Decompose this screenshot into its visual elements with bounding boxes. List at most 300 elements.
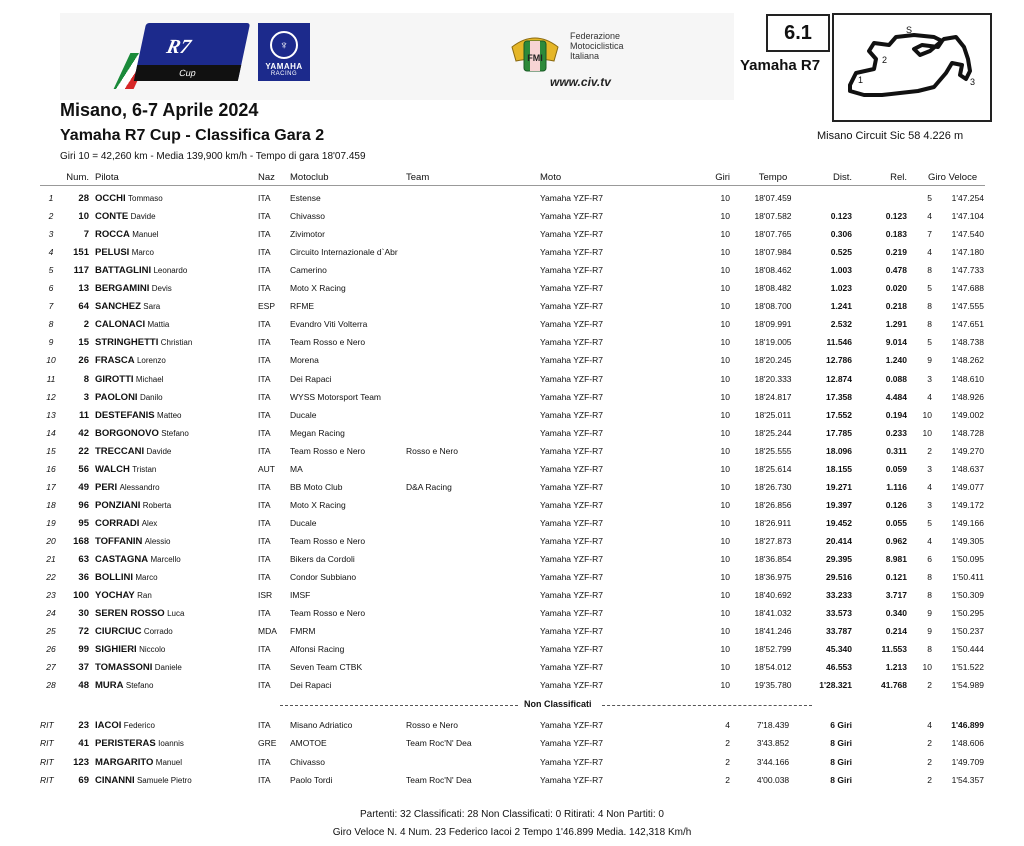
row-number: 23 <box>78 720 89 731</box>
row-rel-gap: 0.214 <box>885 626 907 637</box>
rider-last-name: YOCHAY <box>95 590 135 602</box>
row-gap: 17.785 <box>826 427 852 438</box>
row-time: 18'19.005 <box>754 337 792 348</box>
row-time: 18'40.692 <box>754 590 792 601</box>
row-position: 17 <box>46 481 56 492</box>
row-best-lap-time: 1'49.077 <box>951 481 984 492</box>
rider-last-name: TRECCANI <box>95 445 145 457</box>
row-time: 18'08.700 <box>754 301 792 312</box>
row-number: 48 <box>78 680 89 692</box>
row-rel-gap: 3.717 <box>885 590 907 601</box>
row-best-lap-time: 1'47.104 <box>951 211 984 222</box>
row-best-lap-time: 1'50.411 <box>952 572 984 583</box>
row-gap: 8 Giri <box>830 774 852 785</box>
place-date: Misano, 6-7 Aprile 2024 <box>60 100 259 120</box>
row-rel-gap: 0.340 <box>885 608 907 619</box>
row-rider-name <box>95 720 155 731</box>
row-moto: Yamaha YZF-R7 <box>540 738 603 749</box>
row-laps: 10 <box>720 445 730 456</box>
row-nation: ITA <box>258 391 271 402</box>
row-motoclub: Team Rosso e Nero <box>290 337 366 348</box>
rider-last-name: BERGAMINI <box>95 283 150 295</box>
row-best-lap-time: 1'48.926 <box>951 391 984 402</box>
row-motoclub: Moto X Racing <box>290 283 346 294</box>
row-motoclub: Seven Team CTBK <box>290 662 363 673</box>
row-gap: 33.787 <box>826 626 852 637</box>
row-time: 18'54.012 <box>754 662 792 673</box>
rider-first-name: Luca <box>167 609 185 619</box>
row-rel-gap: 1.116 <box>886 481 907 492</box>
row-moto: Yamaha YZF-R7 <box>540 644 603 655</box>
row-nation: AUT <box>258 463 275 474</box>
fmi-name-line1: Federazione <box>570 31 621 41</box>
row-position: 1 <box>48 193 54 203</box>
row-rider-name <box>95 410 182 421</box>
row-number: 56 <box>78 463 89 475</box>
row-gap: 0.123 <box>830 211 852 222</box>
row-laps: 10 <box>720 409 730 420</box>
rider-last-name: CASTAGNA <box>95 554 149 565</box>
row-rel-gap: 41.768 <box>881 680 907 691</box>
row-time: 18'08.482 <box>754 283 792 294</box>
row-moto: Yamaha YZF-R7 <box>540 720 603 730</box>
row-position: 13 <box>46 409 56 420</box>
row-position: 15 <box>46 445 56 456</box>
row-position: 14 <box>46 427 56 438</box>
track-map-drawing <box>834 15 990 120</box>
row-gap: 19.271 <box>826 481 852 492</box>
row-laps: 10 <box>720 229 730 240</box>
row-motoclub: Morena <box>290 355 319 366</box>
row-position: RIT <box>40 738 54 749</box>
row-gap: 8 Giri <box>830 738 852 749</box>
non-classified-label: Non Classificati <box>524 699 592 709</box>
rider-last-name: CIURCIUC <box>95 626 142 638</box>
row-position: 25 <box>46 626 56 637</box>
row-motoclub: Misano Adriatico <box>290 720 353 730</box>
row-moto: Yamaha YZF-R7 <box>540 211 603 222</box>
row-rel-gap: 11.553 <box>881 644 907 655</box>
row-number: 10 <box>78 211 89 223</box>
row-number: 42 <box>78 427 89 439</box>
rider-last-name: PAOLONI <box>95 391 138 403</box>
row-best-lap-number: 5 <box>927 283 932 294</box>
row-time: 18'52.799 <box>754 644 792 655</box>
row-nation: ITA <box>258 644 271 655</box>
row-moto: Yamaha YZF-R7 <box>540 572 603 583</box>
row-motoclub: Dei Rapaci <box>290 373 332 384</box>
row-time: 18'41.246 <box>754 626 792 637</box>
row-team: Rosso e Nero <box>406 720 458 730</box>
row-rider-name <box>95 536 171 547</box>
rider-first-name: Samuele Pietro <box>136 775 192 785</box>
row-best-lap-number: 5 <box>927 337 932 348</box>
row-best-lap-time: 1'46.899 <box>951 720 984 730</box>
row-time: 19'35.780 <box>754 680 792 691</box>
row-position: 21 <box>46 554 56 564</box>
yamaha-racing-logo <box>258 23 310 81</box>
row-laps: 4 <box>725 720 730 730</box>
row-moto: Yamaha YZF-R7 <box>540 774 603 785</box>
row-time: 18'25.011 <box>754 409 792 420</box>
row-time: 18'24.817 <box>754 391 792 402</box>
row-number: 99 <box>78 644 89 656</box>
row-nation: MDA <box>258 626 277 637</box>
row-laps: 10 <box>720 554 730 564</box>
row-position: 11 <box>46 373 56 384</box>
rider-first-name: Marco <box>131 248 154 258</box>
rider-first-name: Christian <box>160 338 193 348</box>
row-gap: 6 Giri <box>830 720 852 730</box>
row-number: 3 <box>83 391 89 403</box>
row-best-lap-number: 2 <box>927 774 932 785</box>
col-header-giro-veloce: Giro Veloce <box>928 172 978 183</box>
row-position: 22 <box>46 572 56 583</box>
row-team: Team Roc'N' Dea <box>406 774 472 785</box>
rider-first-name: Mattia <box>147 320 170 330</box>
row-best-lap-number: 2 <box>927 738 932 749</box>
row-gap: 45.340 <box>826 644 852 655</box>
row-moto: Yamaha YZF-R7 <box>540 680 603 691</box>
row-nation: ITA <box>258 517 271 528</box>
row-moto: Yamaha YZF-R7 <box>540 463 603 474</box>
row-laps: 10 <box>720 644 730 655</box>
fmi-name <box>570 31 624 61</box>
row-rider-name <box>95 608 184 619</box>
row-laps: 10 <box>720 193 730 203</box>
rider-last-name: CALONACI <box>95 319 146 331</box>
row-best-lap-time: 1'51.522 <box>951 662 984 673</box>
row-rider-name <box>95 428 189 439</box>
row-best-lap-number: 6 <box>927 554 932 564</box>
row-gap: 1.003 <box>830 265 852 276</box>
corner-label-3: 3 <box>970 77 976 87</box>
row-time: 18'26.911 <box>754 517 792 528</box>
row-motoclub: BB Moto Club <box>290 481 343 492</box>
rider-last-name: STRINGHETTI <box>95 337 159 349</box>
rider-last-name: CINANNI <box>95 774 135 786</box>
rider-last-name: GIROTTI <box>95 373 134 385</box>
row-motoclub: Team Rosso e Nero <box>290 608 366 619</box>
row-motoclub: RFME <box>290 301 315 312</box>
row-rel-gap: 0.478 <box>885 265 907 276</box>
row-best-lap-time: 1'47.254 <box>951 193 984 203</box>
rider-first-name: Leonardo <box>153 266 188 276</box>
rider-first-name: Niccolo <box>139 645 166 655</box>
row-position: RIT <box>40 774 54 785</box>
row-best-lap-number: 3 <box>927 463 932 474</box>
row-best-lap-time: 1'49.002 <box>951 409 984 420</box>
corner-label-s: S <box>906 25 913 35</box>
row-gap: 18.096 <box>826 445 852 456</box>
row-position: 7 <box>48 301 54 312</box>
row-time: 18'41.032 <box>754 608 792 619</box>
row-laps: 2 <box>725 756 730 767</box>
row-best-lap-time: 1'48.610 <box>951 373 984 384</box>
row-gap: 17.552 <box>826 409 852 420</box>
row-motoclub: Circuito Internazionale d`Abr <box>290 247 398 258</box>
row-rider-name <box>95 500 171 511</box>
row-best-lap-number: 3 <box>927 373 932 384</box>
row-rider-name <box>95 572 158 583</box>
row-gap: 8 Giri <box>830 756 852 767</box>
row-nation: ITA <box>258 445 271 456</box>
row-rider-name <box>95 265 187 276</box>
row-laps: 10 <box>720 517 730 528</box>
row-time: 18'07.459 <box>754 193 792 203</box>
row-time: 18'26.856 <box>754 499 792 510</box>
row-rel-gap: 0.183 <box>885 229 907 240</box>
row-position: 2 <box>48 211 54 222</box>
fmi-emblem-icon <box>508 27 562 79</box>
row-position: 23 <box>46 590 56 601</box>
rider-first-name: Manuel <box>132 230 159 240</box>
row-best-lap-number: 10 <box>922 662 932 673</box>
row-moto: Yamaha YZF-R7 <box>540 756 603 767</box>
row-rider-name <box>95 247 154 258</box>
row-nation: ITA <box>258 211 271 222</box>
col-header-num: Num. <box>66 172 89 183</box>
row-best-lap-time: 1'50.095 <box>951 554 984 564</box>
row-best-lap-time: 1'47.180 <box>951 247 984 258</box>
row-moto: Yamaha YZF-R7 <box>540 499 603 510</box>
rider-last-name: PELUSI <box>95 247 130 259</box>
row-rider-name <box>95 301 160 312</box>
row-nation: ITA <box>258 756 271 767</box>
row-best-lap-number: 8 <box>927 319 932 330</box>
row-position: 18 <box>46 499 56 510</box>
row-best-lap-number: 9 <box>927 355 932 366</box>
rider-last-name: MURA <box>95 680 124 692</box>
row-rel-gap: 9.014 <box>885 337 907 348</box>
rider-first-name: Davide <box>130 212 156 222</box>
rider-first-name: Michael <box>135 374 164 384</box>
row-motoclub: Zivimotor <box>290 229 325 240</box>
row-time: 18'07.984 <box>754 247 792 258</box>
row-moto: Yamaha YZF-R7 <box>540 590 603 601</box>
row-best-lap-time: 1'50.444 <box>951 644 984 655</box>
row-gap: 29.516 <box>826 572 852 583</box>
rider-first-name: Marco <box>135 573 158 583</box>
row-number: 37 <box>78 662 89 674</box>
row-time: 18'20.333 <box>754 373 792 384</box>
row-rider-name <box>95 738 184 749</box>
row-laps: 10 <box>720 319 730 330</box>
row-rider-name <box>95 775 192 786</box>
row-gap: 18.155 <box>826 463 852 474</box>
rider-first-name: Danilo <box>139 392 163 402</box>
row-position: 9 <box>48 337 54 348</box>
row-rider-name <box>95 662 182 673</box>
row-gap: 17.358 <box>826 391 852 402</box>
rider-first-name: Sara <box>143 302 161 312</box>
row-best-lap-time: 1'49.305 <box>951 535 984 546</box>
row-moto: Yamaha YZF-R7 <box>540 409 603 420</box>
row-position: RIT <box>40 720 54 730</box>
row-nation: ITA <box>258 265 271 276</box>
svg-text:FMI: FMI <box>527 53 543 63</box>
row-time: 18'36.975 <box>754 572 792 583</box>
row-best-lap-number: 5 <box>927 517 932 528</box>
row-best-lap-number: 8 <box>927 265 932 276</box>
row-best-lap-time: 1'54.357 <box>951 774 984 785</box>
row-position: 28 <box>46 680 56 691</box>
row-rel-gap: 8.981 <box>885 554 907 564</box>
row-moto: Yamaha YZF-R7 <box>540 535 603 546</box>
row-number: 64 <box>78 301 89 313</box>
row-best-lap-number: 8 <box>927 301 932 312</box>
row-best-lap-time: 1'48.637 <box>951 463 984 474</box>
row-nation: ITA <box>258 608 271 619</box>
row-rider-name <box>95 482 160 493</box>
row-motoclub: Ducale <box>290 517 317 528</box>
row-number: 41 <box>78 738 89 750</box>
bike-name: Yamaha R7 <box>740 57 821 74</box>
row-number: 123 <box>73 756 89 768</box>
row-nation: ITA <box>258 554 271 564</box>
rider-last-name: ROCCA <box>95 229 130 241</box>
row-motoclub: Megan Racing <box>290 427 345 438</box>
row-motoclub: AMOTOE <box>290 738 327 749</box>
rider-last-name: IACOI <box>95 720 122 731</box>
row-laps: 10 <box>720 355 730 366</box>
col-header-motoclub: Motoclub <box>290 172 329 183</box>
rider-first-name: Stefano <box>125 681 154 691</box>
row-position: RIT <box>40 756 54 767</box>
row-best-lap-number: 5 <box>927 193 932 203</box>
row-nation: ITA <box>258 720 271 730</box>
rider-last-name: FRASCA <box>95 355 135 367</box>
row-gap: 33.233 <box>826 590 852 601</box>
row-nation: ITA <box>258 337 271 348</box>
row-moto: Yamaha YZF-R7 <box>540 373 603 384</box>
row-nation: ITA <box>258 774 271 785</box>
row-nation: ITA <box>258 193 271 203</box>
row-nation: ITA <box>258 680 271 691</box>
row-rel-gap: 0.121 <box>885 572 907 583</box>
row-moto: Yamaha YZF-R7 <box>540 301 603 312</box>
rider-first-name: Alex <box>141 518 158 528</box>
row-laps: 10 <box>720 463 730 474</box>
row-number: 117 <box>73 265 89 277</box>
row-position: 10 <box>46 355 56 366</box>
rider-last-name: PONZIANI <box>95 499 141 511</box>
row-position: 5 <box>48 265 54 276</box>
row-laps: 10 <box>720 662 730 673</box>
fmi-url: www.civ.tv <box>550 75 611 89</box>
col-header-rel: Rel. <box>890 172 907 183</box>
row-gap: 19.452 <box>826 517 852 528</box>
row-rider-name <box>95 644 165 655</box>
row-position: 26 <box>46 644 56 655</box>
row-motoclub: Evandro Viti Volterra <box>290 319 368 330</box>
row-motoclub: Alfonsi Racing <box>290 644 345 655</box>
col-header-moto: Moto <box>540 172 562 183</box>
rider-first-name: Corrado <box>143 627 173 637</box>
row-moto: Yamaha YZF-R7 <box>540 193 603 203</box>
row-best-lap-time: 1'50.295 <box>951 608 984 619</box>
row-rel-gap: 0.126 <box>885 499 907 510</box>
row-best-lap-number: 4 <box>927 720 932 730</box>
row-rider-name <box>95 374 163 385</box>
rider-first-name: Ioannis <box>158 739 184 749</box>
row-nation: ITA <box>258 247 271 258</box>
rider-last-name: SANCHEZ <box>95 301 141 313</box>
header-divider <box>40 185 985 186</box>
separator-dash-left <box>280 705 518 706</box>
rider-first-name: Alessandro <box>119 482 160 492</box>
rider-last-name: TOMASSONI <box>95 662 153 674</box>
row-number: 96 <box>78 499 89 511</box>
col-header-dist: Dist. <box>833 172 852 183</box>
row-team: D&A Racing <box>406 481 452 492</box>
row-number: 13 <box>78 283 89 295</box>
row-position: 4 <box>48 247 54 258</box>
row-moto: Yamaha YZF-R7 <box>540 355 603 366</box>
row-team: Team Roc'N' Dea <box>406 738 472 749</box>
race-info: Giri 10 = 42,260 km - Media 139,900 km/h - Tempo di gara 18'07.459 <box>60 151 366 162</box>
row-rel-gap: 1.291 <box>885 319 907 330</box>
row-position: 12 <box>46 391 56 402</box>
row-nation: ITA <box>258 427 271 438</box>
track-map <box>832 13 992 122</box>
row-gap: 0.306 <box>830 229 852 240</box>
row-gap: 12.786 <box>826 355 852 366</box>
rider-first-name: Manuel <box>155 757 183 767</box>
row-best-lap-time: 1'48.262 <box>951 355 984 366</box>
row-gap: 46.553 <box>826 662 852 673</box>
row-rel-gap: 0.962 <box>885 535 907 546</box>
row-motoclub: Ducale <box>290 409 317 420</box>
r7-logo-sub: Cup <box>134 65 241 81</box>
row-best-lap-time: 1'47.555 <box>951 301 984 312</box>
corner-label-2: 2 <box>882 55 888 65</box>
row-best-lap-number: 7 <box>927 229 932 240</box>
row-gap: 2.532 <box>830 319 852 330</box>
yamaha-logo-text: YAMAHA <box>265 62 303 71</box>
r7-cup-logo <box>134 23 250 81</box>
row-position: 3 <box>48 229 54 240</box>
row-rel-gap: 0.219 <box>885 247 907 258</box>
row-motoclub: FMRM <box>290 626 316 637</box>
row-rider-name <box>95 626 173 637</box>
row-number: 49 <box>78 481 89 493</box>
row-rel-gap: 0.194 <box>885 409 907 420</box>
row-gap: 0.525 <box>830 247 852 258</box>
rider-first-name: Stefano <box>161 428 189 438</box>
row-best-lap-number: 10 <box>922 409 932 420</box>
row-laps: 10 <box>720 608 730 619</box>
row-laps: 10 <box>720 283 730 294</box>
row-best-lap-time: 1'47.733 <box>951 265 984 276</box>
row-position: 20 <box>46 535 56 546</box>
row-number: 8 <box>83 373 89 385</box>
row-number: 151 <box>73 247 89 259</box>
row-nation: ITA <box>258 373 271 384</box>
fmi-name-line3: Italiana <box>570 51 600 61</box>
row-number: 69 <box>78 774 89 786</box>
fastest-lap-footer: Giro Veloce N. 4 Num. 23 Federico Iacoi 2 Tempo 1'46.899 Media. 142,318 Km/h <box>332 827 692 838</box>
row-time: 18'07.765 <box>754 229 792 240</box>
row-rel-gap: 0.233 <box>885 427 907 438</box>
row-rider-name <box>95 590 152 601</box>
row-rider-name <box>95 355 166 366</box>
rider-last-name: BORGONOVO <box>95 427 159 439</box>
summary-footer: Partenti: 32 Classificati: 28 Non Classificati: 0 Ritirati: 4 Non Partiti: 0 <box>359 809 664 820</box>
circuit-name: Misano Circuit Sic 58 4.226 m <box>817 130 964 142</box>
row-number: 100 <box>73 590 89 602</box>
rider-first-name: Marcello <box>150 555 181 564</box>
